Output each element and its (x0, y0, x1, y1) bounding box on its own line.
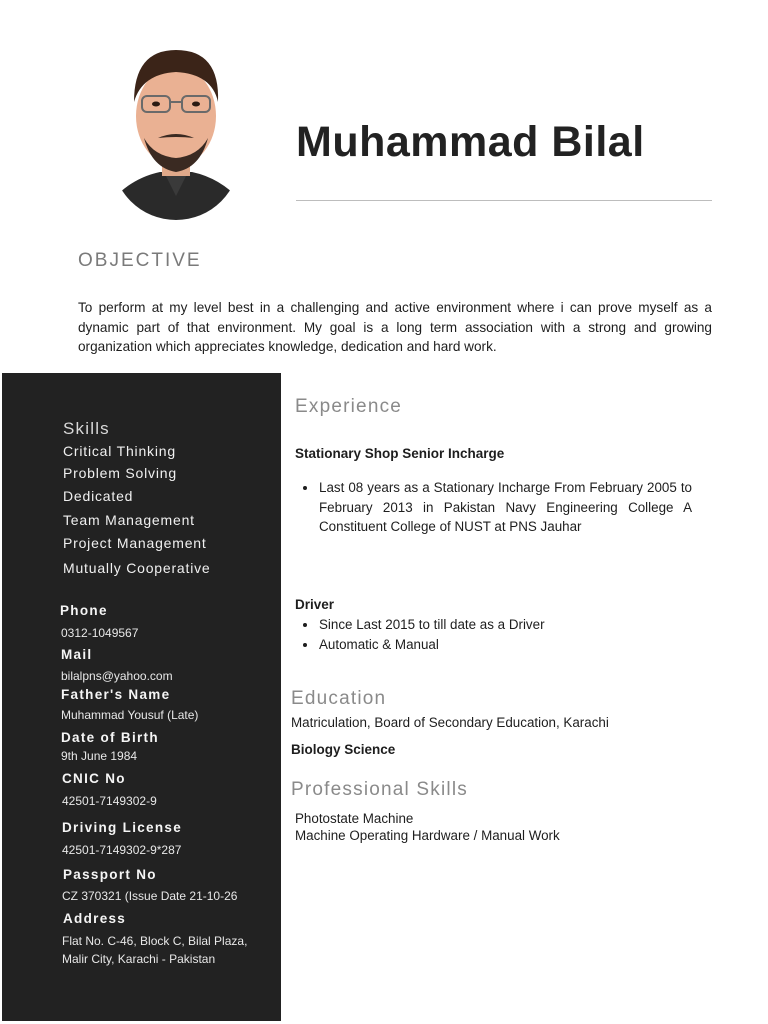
skill-item: Team Management (63, 512, 195, 528)
job-title: Stationary Shop Senior Incharge (295, 446, 505, 461)
address-label: Address (63, 911, 127, 926)
driving-license-label: Driving License (62, 820, 183, 835)
skill-item: Dedicated (63, 488, 134, 504)
sidebar (2, 373, 281, 1021)
dob-value: 9th June 1984 (61, 749, 138, 763)
person-name: Muhammad Bilal (296, 118, 645, 166)
skill-item: Problem Solving (63, 465, 177, 481)
professional-skill-item: Photostate Machine (295, 811, 414, 826)
skill-item: Project Management (63, 535, 207, 551)
skill-item: Mutually Cooperative (63, 560, 211, 576)
mail-value: bilalpns@yahoo.com (61, 669, 173, 683)
job-title: Driver (295, 597, 335, 612)
cnic-value: 42501-7149302-9 (62, 794, 157, 808)
address-value: Flat No. C-46, Block C, Bilal Plaza, Malir City, Karachi - Pakistan (62, 934, 248, 966)
professional-skills-heading: Professional Skills (291, 779, 468, 800)
cnic-label: CNIC No (62, 771, 126, 786)
objective-heading: OBJECTIVE (78, 250, 202, 271)
mail-label: Mail (61, 647, 93, 662)
job-bullet: Automatic & Manual (296, 635, 692, 655)
objective-text: To perform at my level best in a challenging and active environment where i can prove myself as a dynamic part of that environment. My goal is a long term association with a strong and growing organization which appreciates knowledge, dedication and hard work. (78, 300, 712, 354)
skill-item: Critical Thinking (63, 443, 176, 459)
job-bullets (296, 615, 692, 655)
driving-license-value: 42501-7149302-9*287 (62, 843, 182, 857)
education-line: Matriculation, Board of Secondary Education, Karachi (291, 715, 609, 730)
dob-label: Date of Birth (61, 730, 159, 745)
education-heading: Education (291, 688, 387, 709)
father-name-value: Muhammad Yousuf (Late) (61, 708, 199, 722)
professional-skill-item: Machine Operating Hardware / Manual Work (295, 828, 560, 843)
phone-label: Phone (60, 603, 108, 618)
name-divider (296, 200, 712, 201)
phone-value: 0312-1049567 (61, 626, 139, 640)
profile-photo (112, 38, 240, 220)
education-subject: Biology Science (291, 742, 396, 757)
profile-photo-image (112, 38, 240, 220)
job-bullet: Last 08 years as a Stationary Incharge From February 2005 to February 2013 in Pakistan Navy Engineering College A Constituent College of NUST at PNS Jauhar (296, 478, 692, 537)
passport-label: Passport No (63, 867, 157, 882)
job-bullets (296, 478, 692, 537)
father-name-label: Father's Name (61, 687, 171, 702)
skills-heading: Skills (63, 419, 110, 438)
passport-value: CZ 370321 (Issue Date 21-10-26 (62, 889, 238, 903)
experience-heading: Experience (295, 396, 403, 417)
job-bullet: Since Last 2015 to till date as a Driver (296, 615, 692, 635)
